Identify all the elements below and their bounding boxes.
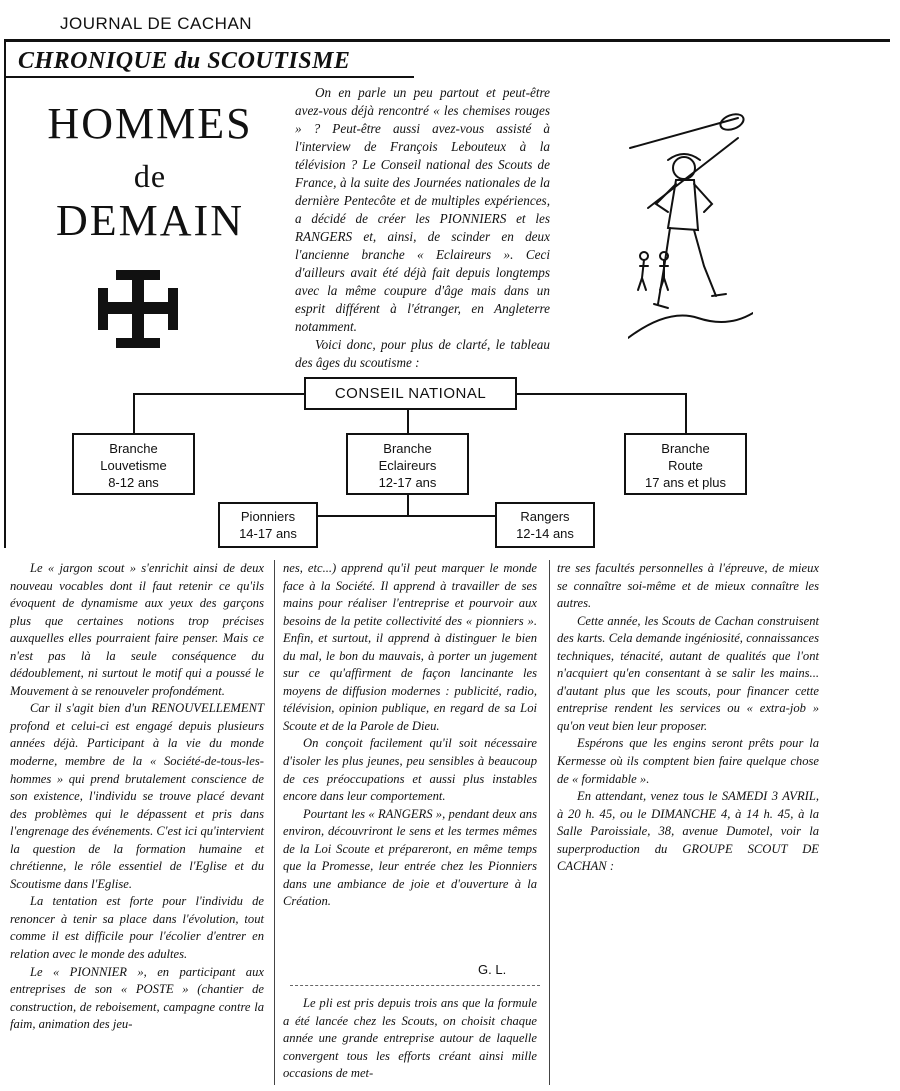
chart-connector xyxy=(517,393,686,395)
chart-connector xyxy=(318,515,495,517)
article-paragraph: Le pli est pris depuis trois ans que la formule a été lancée chez les Scouts, on choisit chaque année une grande entreprise autour de laquelle convergent tous les efforts créant ainsi mille occasions de met- xyxy=(283,996,537,1081)
separator xyxy=(290,985,540,987)
article-column-3 xyxy=(557,560,819,876)
headline-line2: de xyxy=(133,158,167,194)
chart-connector xyxy=(685,393,687,433)
branch-name: Louvetisme xyxy=(100,458,167,473)
left-border-rule xyxy=(4,78,6,548)
sub-branch-age: 12-14 ans xyxy=(516,526,574,541)
section-header xyxy=(4,42,414,78)
section-title: CHRONIQUE du SCOUTISME xyxy=(18,48,351,74)
branch-box xyxy=(72,433,195,495)
article-paragraph: La tentation est forte pour l'individu de renoncer à tenir sa place dans l'évolution, tout comme il est difficile pour l'écolier d'entrer en relation avec le monde des adultes. xyxy=(10,894,264,962)
sub-branch-box xyxy=(218,502,318,548)
article-paragraph: nes, etc...) apprend qu'il peut marquer le monde face à la Société. Il apprend à travailler de ses mains pour réaliser l'entreprise et pourvoir aux besoins de la petite collectivité des « pionniers ». Enfin, et surtout, il apprend à distinguer le bien du mal, le bon du mauvais, à porter un jugement sur ce qu'affirment de façon lancinante les moyens de diffusion modernes : publicité, radio, télévision, opinion publique, en regard de sa Loi Scoute et de la Parole de Dieu. xyxy=(283,561,537,733)
branch-name: Eclaireurs xyxy=(378,458,437,473)
article-paragraph: tre ses facultés personnelles à l'épreuve, de mieux se connaître soi-même et de mieux connaître les autres. xyxy=(557,561,819,611)
branch-box xyxy=(346,433,469,495)
author-signature: G. L. xyxy=(478,962,507,977)
sub-branch-name: Pionniers xyxy=(240,509,296,524)
headline-line3: DEMAIN xyxy=(56,196,244,245)
intro-text xyxy=(295,84,550,372)
article-column-2 xyxy=(283,560,537,911)
chart-connector xyxy=(407,495,409,515)
article-paragraph: Pourtant les « RANGERS », pendant deux ans environ, découvriront le sens et les termes mêmes de la Loi Scoute et prépareront, en même temps que la Promesse, leur entrée chez les Pionniers dans une ambiance de joie et d'ouverture à la Création. xyxy=(283,806,537,909)
article-paragraph: Cette année, les Scouts de Cachan construisent des karts. Cela demande ingéniosité, connaissances techniques, ténacité, autant de qualités que l'ont n'acquiert qu'en consentant à se salir les mains... d'autant plus que les scouts, pour financer cette entreprise rendent les services ou « extra-job » qu'on veut bien leur proposer. xyxy=(557,613,819,733)
branch-box xyxy=(624,433,747,495)
jerusalem-cross-icon xyxy=(98,268,178,350)
headline-line1: HOMMES xyxy=(47,99,253,148)
scout-hiker-illustration xyxy=(628,108,753,340)
journal-title: JOURNAL DE CACHAN xyxy=(60,14,253,33)
sub-branch-box xyxy=(495,502,595,548)
article-paragraph: Le « jargon scout » s'enrichit ainsi de deux nouveau vocables dont il faut retenir ce qu'ils évoquent de dynamisme aux yeux des garçons plus que certaines notions trop précises auxquelles elles pourraient faire penser. Mais ce n'est pas là la seule conséquence du dédoublement, ni surtout le motif qui a poussé le Mouvement à se renouveler profondément. xyxy=(10,561,264,698)
column-divider xyxy=(549,560,550,1085)
intro-paragraph: Voici donc, pour plus de clarté, le tableau des âges du scoutisme : xyxy=(295,337,550,370)
branch-line: Branche xyxy=(661,441,710,456)
branch-line: Branche xyxy=(383,441,432,456)
branch-age: 8-12 ans xyxy=(108,475,159,490)
article-column-1 xyxy=(10,560,264,1034)
chart-connector xyxy=(407,410,409,433)
sub-branch-name: Rangers xyxy=(520,509,570,524)
branch-line: Branche xyxy=(109,441,158,456)
intro-paragraph: On en parle un peu partout et peut-être avez-vous déjà rencontré « les chemises rouges » ? Peut-être aussi avez-vous assisté à l'interview de François Lebouteux à la télévision ? Le Conseil national des Scouts de France, à la suite des Journées nationales de la dernière Pentecôte et de multiples expériences, a décidé de créer les PIONNIERS et les RANGERS et, ainsi, de scinder en deux l'ancienne branche « Eclaireurs ». Ceci d'ailleurs avait été déjà fait depuis longtemps avec la même coupure d'âge mais dans un esprit différent à l'étranger, en Angleterre notamment. xyxy=(295,85,550,334)
branch-age: 12-17 ans xyxy=(378,475,437,490)
column-divider xyxy=(274,560,275,1085)
org-root-box: CONSEIL NATIONAL xyxy=(304,377,517,410)
sub-branch-age: 14-17 ans xyxy=(239,526,297,541)
branch-name: Route xyxy=(668,458,703,473)
branch-age: 17 ans et plus xyxy=(645,475,726,490)
article-paragraph: Espérons que les engins seront prêts pour la Kermesse où ils comptent bien faire quelque chose de « formidable ». xyxy=(557,736,819,786)
article-paragraph: Le « PIONNIER », en participant aux entreprises de son « POSTE » (chantier de construction, de reboisement, campagne contre la faim, animation des jeu- xyxy=(10,964,264,1032)
article-paragraph: En attendant, venez tous le SAMEDI 3 AVRIL, à 20 h. 45, ou le DIMANCHE 4, à 14 h. 45, à la Salle Paroissiale, 38, avenue Dumotel, voir la superproduction du GROUPE SCOUT DE CACHAN : xyxy=(557,789,819,874)
article-column-2-continued xyxy=(283,995,537,1083)
chart-connector xyxy=(133,393,135,433)
article-paragraph: Car il s'agit bien d'un RENOUVELLEMENT profond et celui-ci est engagé depuis plusieurs années déjà. Participant à la vie du monde moderne, membre de la « Société-de-tous-les-hommes » qui prend brutalement conscience de son existence, l'individu se trouve placé devant des problèmes qui le dépassent et pris dans l'engrenage des événements. C'est ici qu'intervient la question de la formation humaine et chrétienne, le rôle essentiel de l'Eglise et du Scoutisme dans l'Eglise. xyxy=(10,701,264,891)
chart-connector xyxy=(133,393,304,395)
article-paragraph: On conçoit facilement qu'il soit nécessaire d'isoler les plus jeunes, peu sensibles à beaucoup de ces préoccupations et aussi plus instables encore dans leur comportement. xyxy=(283,736,537,804)
